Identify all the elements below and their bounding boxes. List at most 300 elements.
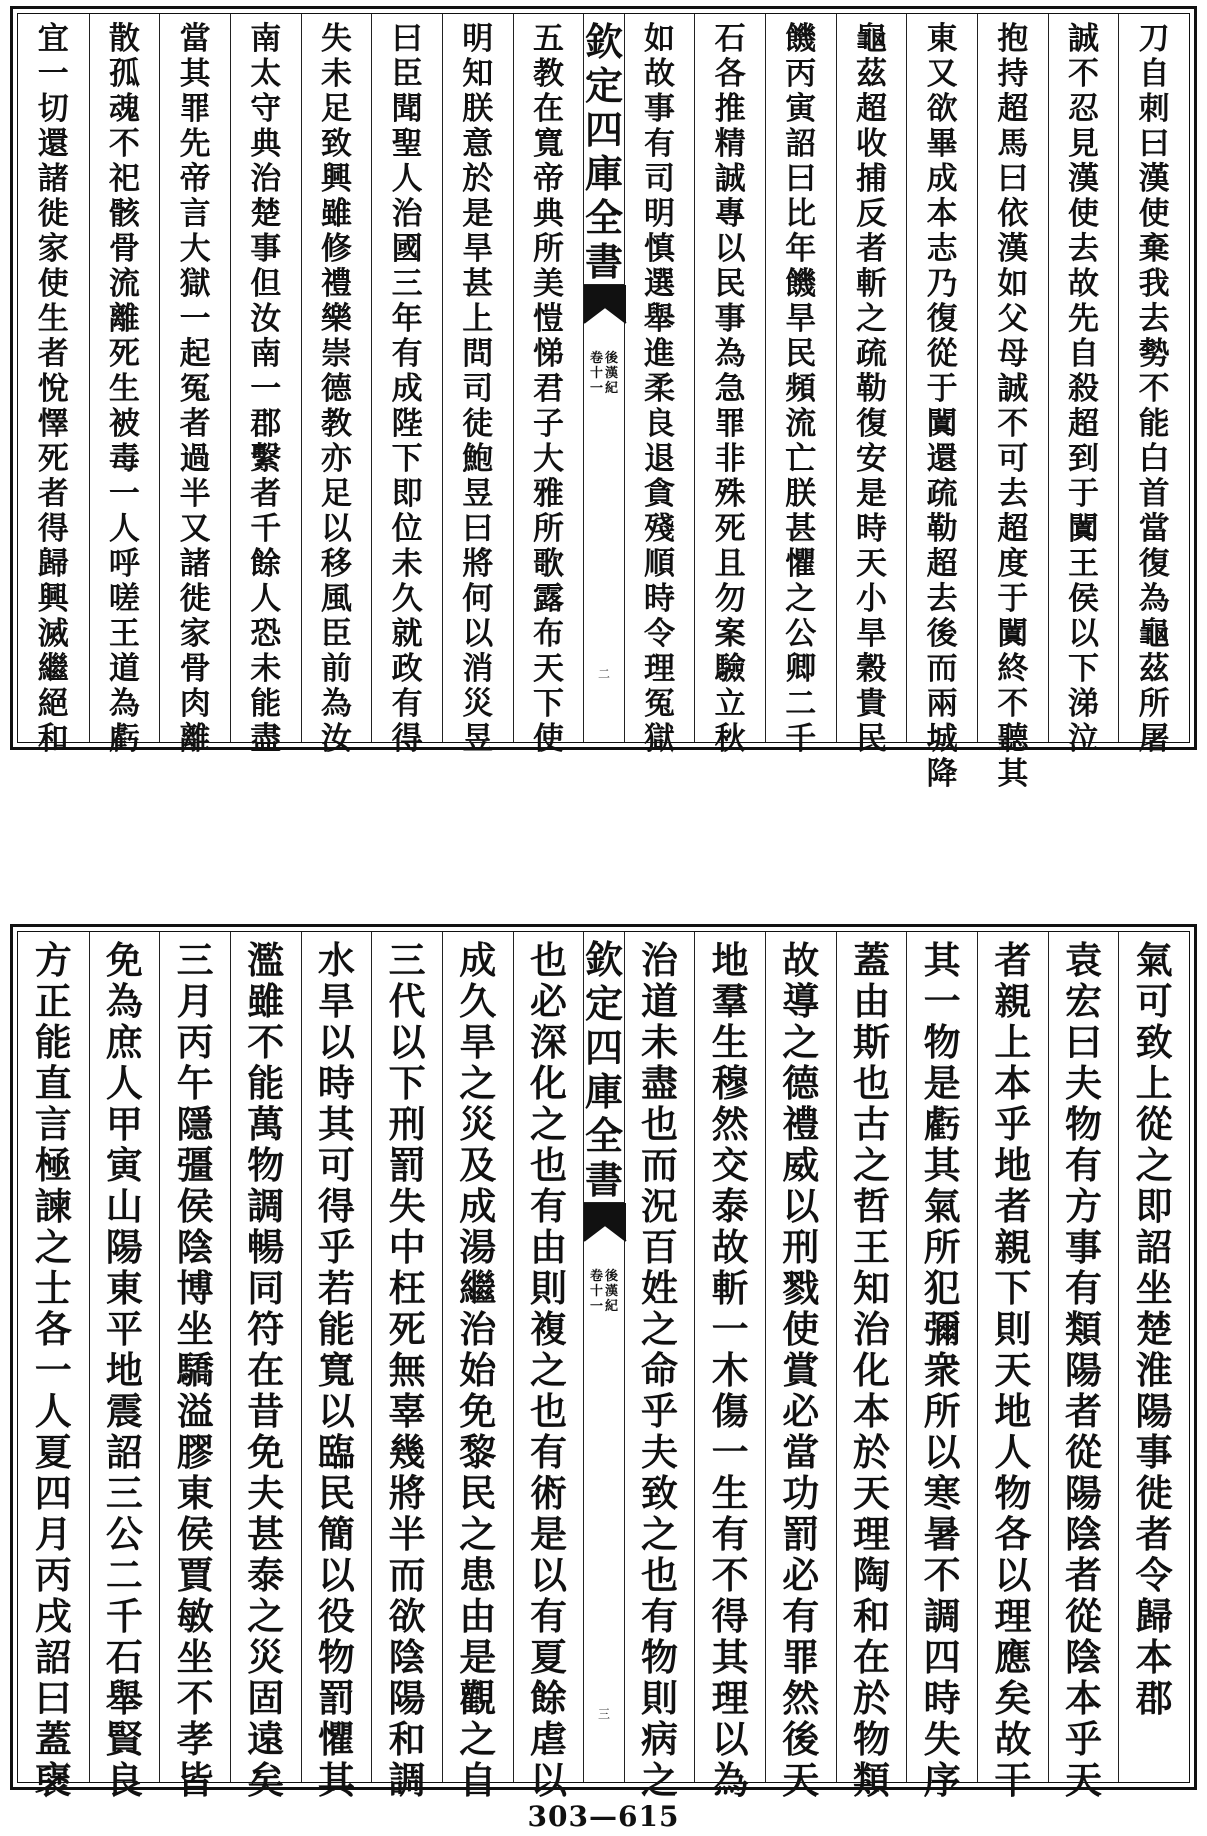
character: 獄 xyxy=(179,266,211,302)
character: 四 xyxy=(923,1635,961,1679)
text-column xyxy=(513,14,584,757)
character: 當 xyxy=(1138,511,1170,547)
character: 以 xyxy=(388,1020,426,1064)
character: 典 xyxy=(250,126,282,162)
text-column xyxy=(765,932,836,1802)
character: 寅 xyxy=(785,91,817,127)
character: 交 xyxy=(711,1143,749,1187)
character: 蓋 xyxy=(852,938,890,982)
character: 諫 xyxy=(34,1184,72,1228)
character: 守 xyxy=(250,91,282,127)
character: 未 xyxy=(640,1020,678,1064)
character: 前 xyxy=(320,651,352,687)
character: 南 xyxy=(250,21,282,57)
character: 上 xyxy=(462,301,494,337)
character: 地 xyxy=(711,938,749,982)
character: 公 xyxy=(785,616,817,652)
character: 繼 xyxy=(459,1266,497,1310)
character: 襃 xyxy=(34,1758,72,1802)
character: 國 xyxy=(391,231,423,267)
character: 將 xyxy=(462,546,494,582)
character: 不 xyxy=(1067,56,1099,92)
character: 者 xyxy=(1064,1553,1102,1597)
character: 也 xyxy=(529,1389,567,1433)
character: 民 xyxy=(714,266,746,302)
character: 知 xyxy=(852,1266,890,1310)
character: 者 xyxy=(994,1184,1032,1228)
character: 雖 xyxy=(247,979,285,1023)
character: 使 xyxy=(1138,196,1170,232)
character: 不 xyxy=(997,686,1029,722)
character: 誠 xyxy=(714,161,746,197)
character: 聞 xyxy=(391,91,423,127)
character: 枉 xyxy=(388,1266,426,1310)
character: 災 xyxy=(462,686,494,722)
character: 反 xyxy=(855,196,887,232)
character: 而 xyxy=(640,1143,678,1187)
character: 白 xyxy=(1138,441,1170,477)
character: 離 xyxy=(179,721,211,757)
character: 下 xyxy=(388,1061,426,1105)
character: 屠 xyxy=(1138,721,1170,757)
character: 曰 xyxy=(391,21,423,57)
character: 罪 xyxy=(782,1635,820,1679)
character: 在 xyxy=(852,1635,890,1679)
character: 歸 xyxy=(37,546,69,582)
character: 戮 xyxy=(782,1266,820,1310)
character: 年 xyxy=(391,301,423,337)
character: 政 xyxy=(391,651,423,687)
text-column xyxy=(230,14,301,757)
text-column xyxy=(765,14,836,757)
character: 哲 xyxy=(852,1184,890,1228)
character: 骨 xyxy=(108,231,140,267)
character: 民 xyxy=(459,1471,497,1515)
character: 非 xyxy=(714,441,746,477)
character: 又 xyxy=(179,511,211,547)
fishtail-mark-icon xyxy=(584,285,623,345)
character: 降 xyxy=(926,756,958,792)
character: 類 xyxy=(852,1758,890,1802)
character: 馬 xyxy=(997,126,1029,162)
character: 曰 xyxy=(1138,126,1170,162)
character: 于 xyxy=(1067,476,1099,512)
character: 小 xyxy=(855,581,887,617)
character: 功 xyxy=(782,1471,820,1515)
character: 孝 xyxy=(176,1717,214,1761)
character: 柔 xyxy=(643,371,675,407)
character: 以 xyxy=(317,1553,355,1597)
character: 未 xyxy=(391,546,423,582)
character: 比 xyxy=(785,196,817,232)
character: 被 xyxy=(108,406,140,442)
character: 懼 xyxy=(785,546,817,582)
character: 去 xyxy=(1138,301,1170,337)
character: 者 xyxy=(994,938,1032,982)
character: 但 xyxy=(250,266,282,302)
character: 類 xyxy=(1064,1307,1102,1351)
character: 使 xyxy=(37,266,69,302)
character: 明 xyxy=(643,196,675,232)
character: 詔 xyxy=(105,1430,143,1474)
character: 徒 xyxy=(462,406,494,442)
character: 教 xyxy=(320,406,352,442)
character: 之 xyxy=(34,1225,72,1269)
character: 物 xyxy=(317,1635,355,1679)
character: 楚 xyxy=(1135,1307,1173,1351)
character: 之 xyxy=(640,1512,678,1556)
character: 斯 xyxy=(852,1020,890,1064)
book-title: 後 漢 紀 xyxy=(604,1269,618,1314)
character: 者 xyxy=(179,406,211,442)
character: 之 xyxy=(1135,1143,1173,1187)
character: 袁 xyxy=(1064,938,1102,982)
character: 簡 xyxy=(317,1512,355,1556)
character: 問 xyxy=(462,336,494,372)
character: 于 xyxy=(926,371,958,407)
character: 能 xyxy=(247,1061,285,1105)
character: 昱 xyxy=(462,476,494,512)
character: 理 xyxy=(994,1594,1032,1638)
character: 暢 xyxy=(247,1225,285,1269)
character: 從 xyxy=(1064,1430,1102,1474)
character: 令 xyxy=(643,616,675,652)
character: 調 xyxy=(247,1184,285,1228)
text-column xyxy=(159,14,230,757)
character: 事 xyxy=(1064,1225,1102,1269)
juan-number: 卷 十 一 xyxy=(589,1269,603,1314)
character: 時 xyxy=(923,1676,961,1720)
character: 收 xyxy=(855,126,887,162)
character: 免 xyxy=(105,938,143,982)
character: 恐 xyxy=(250,616,282,652)
character: 和 xyxy=(852,1594,890,1638)
character: 骨 xyxy=(179,651,211,687)
character: 位 xyxy=(391,511,423,547)
character: 一 xyxy=(37,56,69,92)
character: 之 xyxy=(855,301,887,337)
juan-number: 卷 十 一 xyxy=(589,351,603,396)
character: 寒 xyxy=(923,1471,961,1515)
fishtail-mark-icon xyxy=(584,1203,623,1263)
character: 忍 xyxy=(1067,91,1099,127)
character: 天 xyxy=(782,1758,820,1802)
character: 三 xyxy=(176,938,214,982)
character: 流 xyxy=(785,406,817,442)
character: 舉 xyxy=(643,301,675,337)
page-panel-bottom xyxy=(10,924,1197,1802)
character: 然 xyxy=(711,1102,749,1146)
character: 本 xyxy=(1135,1635,1173,1679)
character: 也 xyxy=(852,1061,890,1105)
character: 者 xyxy=(1135,1512,1173,1556)
character: 秋 xyxy=(714,721,746,757)
character: 言 xyxy=(34,1102,72,1146)
character: 闐 xyxy=(1067,511,1099,547)
character: 所 xyxy=(923,1225,961,1269)
character: 昔 xyxy=(247,1389,285,1433)
character: 使 xyxy=(782,1307,820,1351)
character: 故 xyxy=(643,56,675,92)
text-column xyxy=(906,932,977,1802)
character: 毒 xyxy=(108,441,140,477)
character: 本 xyxy=(852,1389,890,1433)
text-column xyxy=(89,14,160,757)
character: 故 xyxy=(1067,266,1099,302)
character: 有 xyxy=(1064,1143,1102,1187)
character: 鮑 xyxy=(462,441,494,477)
text-column xyxy=(230,932,301,1802)
character: 固 xyxy=(247,1676,285,1720)
character: 漢 xyxy=(1138,161,1170,197)
character: 祀 xyxy=(108,161,140,197)
character: 慎 xyxy=(643,231,675,267)
text-column xyxy=(1048,932,1119,1802)
character: 盡 xyxy=(640,1061,678,1105)
character: 且 xyxy=(714,546,746,582)
character: 死 xyxy=(108,336,140,372)
character: 不 xyxy=(711,1553,749,1597)
character: 以 xyxy=(1067,616,1099,652)
character: 陽 xyxy=(1064,1348,1102,1392)
character: 超 xyxy=(1067,406,1099,442)
character: 雅 xyxy=(532,476,564,512)
character: 誠 xyxy=(997,371,1029,407)
character: 陽 xyxy=(1064,1471,1102,1515)
character: 千 xyxy=(785,721,817,757)
character: 也 xyxy=(529,1143,567,1187)
character: 旱 xyxy=(459,1020,497,1064)
character: 以 xyxy=(462,616,494,652)
character: 又 xyxy=(926,56,958,92)
character: 可 xyxy=(1135,979,1173,1023)
text-column xyxy=(1048,14,1119,757)
character: 各 xyxy=(994,1512,1032,1556)
character: 離 xyxy=(108,301,140,337)
character: 平 xyxy=(105,1307,143,1351)
character: 去 xyxy=(926,581,958,617)
character: 罰 xyxy=(782,1512,820,1556)
character: 年 xyxy=(785,231,817,267)
character: 修 xyxy=(320,231,352,267)
character: 序 xyxy=(923,1758,961,1802)
character: 有 xyxy=(640,1594,678,1638)
text-column xyxy=(1118,14,1189,757)
character: 龜 xyxy=(1138,616,1170,652)
character: 地 xyxy=(994,1143,1032,1187)
character: 也 xyxy=(640,1553,678,1597)
character: 成 xyxy=(926,161,958,197)
character: 湯 xyxy=(459,1225,497,1269)
character: 可 xyxy=(997,441,1029,477)
character: 如 xyxy=(643,21,675,57)
character: 寅 xyxy=(105,1143,143,1187)
character: 人 xyxy=(391,161,423,197)
character: 半 xyxy=(388,1512,426,1556)
character: 役 xyxy=(317,1594,355,1638)
character: 當 xyxy=(179,21,211,57)
character: 而 xyxy=(926,651,958,687)
gutter-title: 欽 定 四 庫 全 書 xyxy=(584,932,623,1203)
character: 以 xyxy=(317,1389,355,1433)
character: 旱 xyxy=(317,979,355,1023)
character: 物 xyxy=(247,1143,285,1187)
character: 為 xyxy=(1138,581,1170,617)
character: 之 xyxy=(782,1020,820,1064)
panel-frame xyxy=(17,931,1190,1802)
character: 彊 xyxy=(176,1143,214,1187)
character: 夫 xyxy=(247,1471,285,1515)
character: 徙 xyxy=(37,196,69,232)
character: 茲 xyxy=(855,56,887,92)
character: 三 xyxy=(388,938,426,982)
character: 治 xyxy=(640,938,678,982)
character: 東 xyxy=(105,1266,143,1310)
character: 治 xyxy=(391,196,423,232)
character: 地 xyxy=(994,1389,1032,1433)
character: 貴 xyxy=(855,686,887,722)
character: 天 xyxy=(852,1471,890,1515)
character: 四 xyxy=(34,1471,72,1515)
character: 應 xyxy=(994,1635,1032,1679)
character: 衆 xyxy=(923,1348,961,1392)
character: 詔 xyxy=(785,126,817,162)
character: 及 xyxy=(459,1143,497,1187)
character: 方 xyxy=(1064,1184,1102,1228)
character: 道 xyxy=(640,979,678,1023)
character: 去 xyxy=(1067,231,1099,267)
character: 典 xyxy=(532,196,564,232)
character: 得 xyxy=(391,721,423,757)
leaf-number: 二 xyxy=(597,667,610,681)
character: 以 xyxy=(714,231,746,267)
character: 餘 xyxy=(250,546,282,582)
character: 道 xyxy=(108,651,140,687)
character: 地 xyxy=(105,1348,143,1392)
character: 免 xyxy=(247,1430,285,1474)
character: 民 xyxy=(317,1471,355,1515)
character: 致 xyxy=(320,126,352,162)
character: 必 xyxy=(529,979,567,1023)
character: 從 xyxy=(1064,1594,1102,1638)
character: 水 xyxy=(317,938,355,982)
character: 母 xyxy=(997,336,1029,372)
character: 自 xyxy=(459,1758,497,1802)
character: 古 xyxy=(852,1102,890,1146)
character: 丙 xyxy=(34,1553,72,1597)
character: 悌 xyxy=(532,336,564,372)
text-column xyxy=(371,14,442,757)
character: 由 xyxy=(852,979,890,1023)
character: 同 xyxy=(247,1266,285,1310)
character: 何 xyxy=(462,581,494,617)
character: 天 xyxy=(855,546,887,582)
character: 首 xyxy=(1138,476,1170,512)
character: 乎 xyxy=(1064,1717,1102,1761)
character: 物 xyxy=(852,1717,890,1761)
character: 下 xyxy=(994,1266,1032,1310)
character: 推 xyxy=(714,91,746,127)
character: 代 xyxy=(388,979,426,1023)
center-gutter xyxy=(583,14,623,742)
character: 不 xyxy=(176,1676,214,1720)
text-column xyxy=(694,14,765,757)
character: 之 xyxy=(459,1512,497,1556)
text-column xyxy=(836,932,907,1802)
character: 盡 xyxy=(250,721,282,757)
character: 民 xyxy=(785,336,817,372)
character: 調 xyxy=(923,1594,961,1638)
character: 愷 xyxy=(532,301,564,337)
character: 下 xyxy=(391,441,423,477)
character: 王 xyxy=(852,1225,890,1269)
character: 泣 xyxy=(1067,721,1099,757)
text-column xyxy=(694,932,765,1802)
character: 歌 xyxy=(532,546,564,582)
character: 露 xyxy=(532,581,564,617)
character: 民 xyxy=(855,721,887,757)
character: 使 xyxy=(532,721,564,757)
character: 所 xyxy=(1138,686,1170,722)
character: 親 xyxy=(994,1225,1032,1269)
character: 子 xyxy=(532,406,564,442)
character: 是 xyxy=(459,1635,497,1679)
character: 罪 xyxy=(179,91,211,127)
character: 欲 xyxy=(388,1594,426,1638)
character: 上 xyxy=(994,1020,1032,1064)
character: 我 xyxy=(1138,266,1170,302)
character: 曰 xyxy=(785,161,817,197)
character: 能 xyxy=(250,686,282,722)
character: 侯 xyxy=(176,1184,214,1228)
character: 冤 xyxy=(179,371,211,407)
page-panel-top xyxy=(10,6,1197,792)
character: 繼 xyxy=(37,651,69,687)
character: 三 xyxy=(391,266,423,302)
character: 昱 xyxy=(462,721,494,757)
character: 之 xyxy=(529,1348,567,1392)
character: 石 xyxy=(714,21,746,57)
character: 時 xyxy=(317,1061,355,1105)
character: 旱 xyxy=(462,231,494,267)
character: 刺 xyxy=(1138,91,1170,127)
character: 虧 xyxy=(108,721,140,757)
character: 丙 xyxy=(176,1020,214,1064)
character: 陽 xyxy=(1135,1389,1173,1433)
character: 即 xyxy=(1135,1184,1173,1228)
character: 禮 xyxy=(782,1102,820,1146)
character: 從 xyxy=(926,336,958,372)
text-column xyxy=(18,932,89,1802)
character: 順 xyxy=(643,546,675,582)
character: 如 xyxy=(997,266,1029,302)
character: 城 xyxy=(926,721,958,757)
character: 以 xyxy=(529,1758,567,1802)
character: 各 xyxy=(714,56,746,92)
character: 罰 xyxy=(317,1676,355,1720)
character: 命 xyxy=(640,1348,678,1392)
character: 夫 xyxy=(640,1430,678,1474)
character: 臨 xyxy=(317,1430,355,1474)
character: 術 xyxy=(529,1471,567,1515)
character: 勒 xyxy=(926,511,958,547)
character: 安 xyxy=(855,441,887,477)
character: 懼 xyxy=(317,1717,355,1761)
text-columns xyxy=(18,14,1189,792)
character: 驗 xyxy=(714,651,746,687)
character: 所 xyxy=(532,231,564,267)
character: 致 xyxy=(1135,1020,1173,1064)
